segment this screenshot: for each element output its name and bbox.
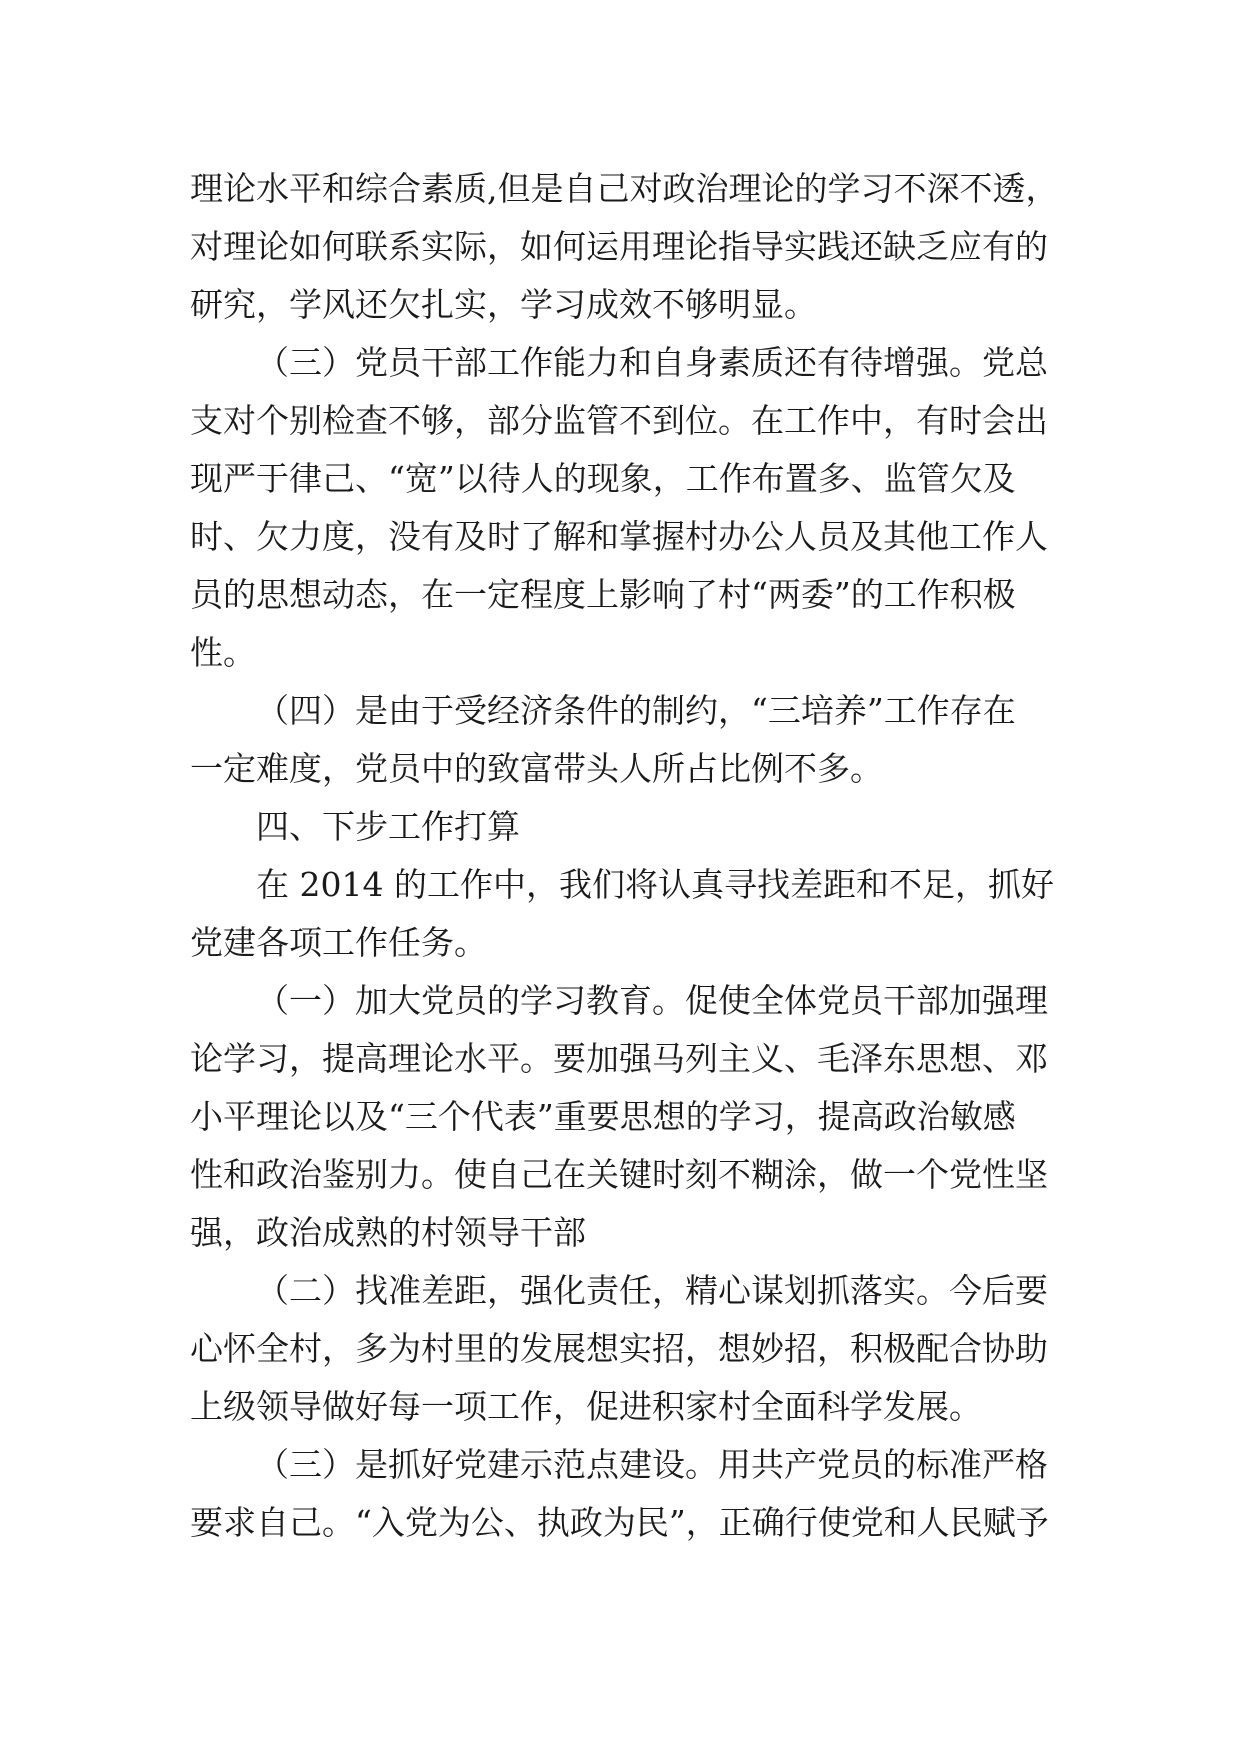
text-line: 性和政治鉴别力。使自己在关键时刻不糊涂，做一个党性坚: [190, 1155, 1048, 1194]
text-line: （一）加大党员的学习教育。促使全体党员干部加强理: [256, 981, 1048, 1020]
text-line: 性。: [190, 633, 256, 672]
document-body: [190, 160, 1090, 1552]
text-line: 小平理论以及“三个代表”重要思想的学习，提高政治敏感: [190, 1097, 1016, 1136]
text-line: 强，政治成熟的村领导干部: [190, 1213, 586, 1252]
text-line: 对理论如何联系实际，如何运用理论指导实践还缺乏应有的: [190, 227, 1048, 266]
text-line: 心怀全村，多为村里的发展想实招，想妙招，积极配合协助: [190, 1329, 1048, 1368]
text-line: 要求自己。“入党为公、执政为民”，正确行使党和人民赋予: [190, 1503, 1049, 1542]
paragraph-plan-three: [190, 1436, 1090, 1552]
text-line: 上级领导做好每一项工作，促进积家村全面科学发展。: [190, 1387, 982, 1426]
text-line: 一定难度，党员中的致富带头人所占比例不多。: [190, 749, 883, 788]
paragraph-issue-four: [190, 682, 1090, 798]
text-line: （三）是抓好党建示范点建设。用共产党员的标准严格: [256, 1445, 1048, 1484]
text-line: 支对个别检查不够，部分监管不到位。在工作中，有时会出: [190, 401, 1048, 440]
text-line: 研究，学风还欠扎实，学习成效不够明显。: [190, 285, 817, 324]
text-line: （四）是由于受经济条件的制约，“三培养”工作存在: [256, 691, 1016, 730]
section-heading-next-steps: [190, 798, 1090, 856]
paragraph-plan-one: [190, 972, 1090, 1262]
text-line: 论学习，提高理论水平。要加强马列主义、毛泽东思想、邓: [190, 1039, 1048, 1078]
text-line: （二）找准差距，强化责任，精心谋划抓落实。今后要: [256, 1271, 1048, 1310]
paragraph-plan-two: [190, 1262, 1090, 1436]
text-line: 时、欠力度，没有及时了解和掌握村办公人员及其他工作人: [190, 517, 1048, 556]
text-line: 现严于律己、“宽”以待人的现象，工作布置多、监管欠及: [190, 459, 1016, 498]
paragraph-theory-study: [190, 160, 1090, 334]
text-line: 在 2014 的工作中，我们将认真寻找差距和不足，抓好: [256, 865, 1054, 904]
text-line: 员的思想动态，在一定程度上影响了村“两委”的工作积极: [190, 575, 1016, 614]
paragraph-issue-three: [190, 334, 1090, 682]
text-line: （三）党员干部工作能力和自身素质还有待增强。党总: [256, 343, 1048, 382]
section-heading: 四、下步工作打算: [256, 807, 520, 846]
text-line: 党建各项工作任务。: [190, 923, 487, 962]
paragraph-2014-plan: [190, 856, 1090, 972]
text-line: 理论水平和综合素质,但是自己对政治理论的学习不深不透，: [190, 169, 1059, 208]
